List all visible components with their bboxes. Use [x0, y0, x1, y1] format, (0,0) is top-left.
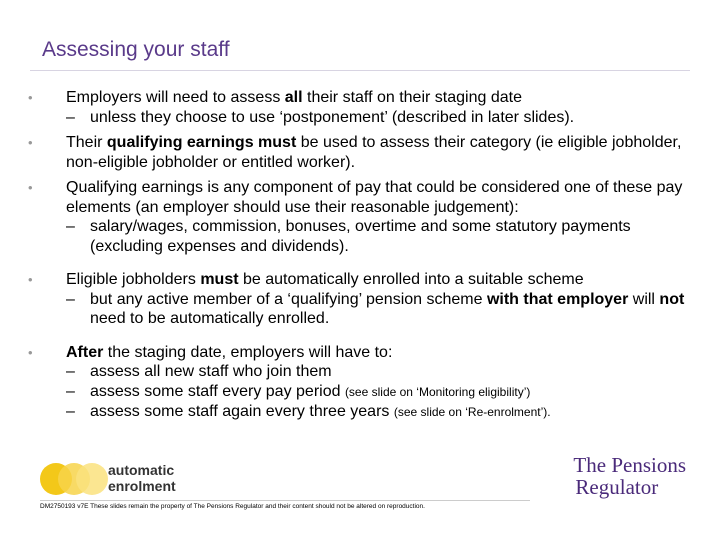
text-run: need to be automatically enrolled.	[90, 310, 330, 327]
bullet-text	[66, 133, 688, 172]
sub-bullet-item	[66, 362, 688, 382]
bullet-item	[28, 88, 688, 127]
regulator-line-1: The Pensions	[573, 453, 686, 477]
sub-bullet-item	[66, 108, 688, 128]
bold-run: After	[66, 343, 104, 361]
sub-bullet-marker: –	[66, 382, 75, 400]
bullet-marker: •	[28, 90, 33, 105]
bullet-marker: •	[28, 180, 33, 195]
text-run: will	[628, 290, 660, 308]
bullet-item	[28, 270, 688, 329]
sub-bullet-item	[66, 290, 688, 329]
sub-bullet-item	[66, 382, 688, 403]
bullet-list	[28, 88, 688, 423]
bullet-item	[28, 343, 688, 423]
sub-bullet-marker: –	[66, 108, 75, 126]
bold-run: qualifying earnings must	[106, 134, 297, 151]
title-divider	[30, 70, 690, 71]
logo-line-1: automatic	[108, 462, 175, 478]
bullet-marker: •	[28, 135, 33, 150]
text-run: Their	[66, 134, 107, 151]
text-run: be automatically enrolled into a suitable scheme	[238, 271, 584, 288]
text-run: salary/wages, commission, bonuses, overtime and some statutory payments (excluding expenses and dividends).	[90, 218, 631, 255]
bold-run: must	[200, 271, 239, 288]
sub-bullet-marker: –	[66, 363, 75, 380]
text-run: the staging date, employers will have to:	[103, 343, 393, 361]
regulator-line-2: Regulator	[575, 475, 659, 499]
sub-bullet-marker: –	[66, 218, 75, 235]
text-run: assess some staff every pay period	[90, 382, 345, 400]
bold-run: with that employer	[486, 290, 629, 308]
bullet-marker: •	[28, 344, 33, 360]
bold-run: all	[284, 89, 303, 106]
logo-line-2: enrolment	[108, 478, 176, 494]
text-run: their staff on their staging date	[302, 89, 522, 106]
text-run: Eligible jobholders	[66, 271, 201, 288]
disclaimer-text: DM2750193 v7E These slides remain the property of The Pensions Regulator and their content should not be altered on reproduction.	[40, 503, 425, 510]
bullet-text	[66, 343, 688, 363]
slide-title: Assessing your staff	[42, 38, 230, 61]
text-run: but any active member of a ‘qualifying’ pension scheme	[90, 290, 487, 308]
sub-bullet-item	[66, 402, 688, 423]
bold-run: not	[659, 290, 685, 308]
bullet-spacer	[28, 256, 688, 270]
bullet-item	[28, 178, 688, 256]
bullet-text	[66, 270, 688, 290]
bullet-item	[28, 133, 688, 172]
text-run: assess all new staff who join them	[90, 363, 332, 380]
sub-bullet-item	[66, 217, 688, 256]
text-run: be used to assess their category (ie eligible jobholder, non-eligible jobholder or entitled worker).	[66, 134, 682, 171]
sub-bullet-marker: –	[66, 403, 75, 420]
text-run: Employers will need to assess	[66, 89, 285, 106]
sub-bullet-marker: –	[66, 290, 75, 308]
small-note: (see slide on ‘Monitoring eligibility’)	[344, 384, 531, 399]
logo-circle-3	[76, 463, 108, 495]
bullet-text	[66, 178, 688, 217]
bullet-text	[66, 88, 688, 108]
disclaimer-divider	[40, 500, 530, 501]
bullet-spacer	[28, 329, 688, 343]
text-run: unless they choose to use ‘postponement’ (described in later slides).	[90, 108, 575, 126]
small-note: (see slide on ‘Re-enrolment’).	[393, 405, 551, 419]
bullet-marker: •	[28, 272, 33, 287]
text-run: Qualifying earnings is any component of pay that could be considered one of these pay elements (an employer should use their reasonable judgement):	[66, 179, 683, 216]
pensions-regulator-logo	[573, 454, 686, 498]
text-run: assess some staff again every three years	[90, 403, 394, 420]
auto-enrolment-wordmark	[108, 462, 176, 494]
